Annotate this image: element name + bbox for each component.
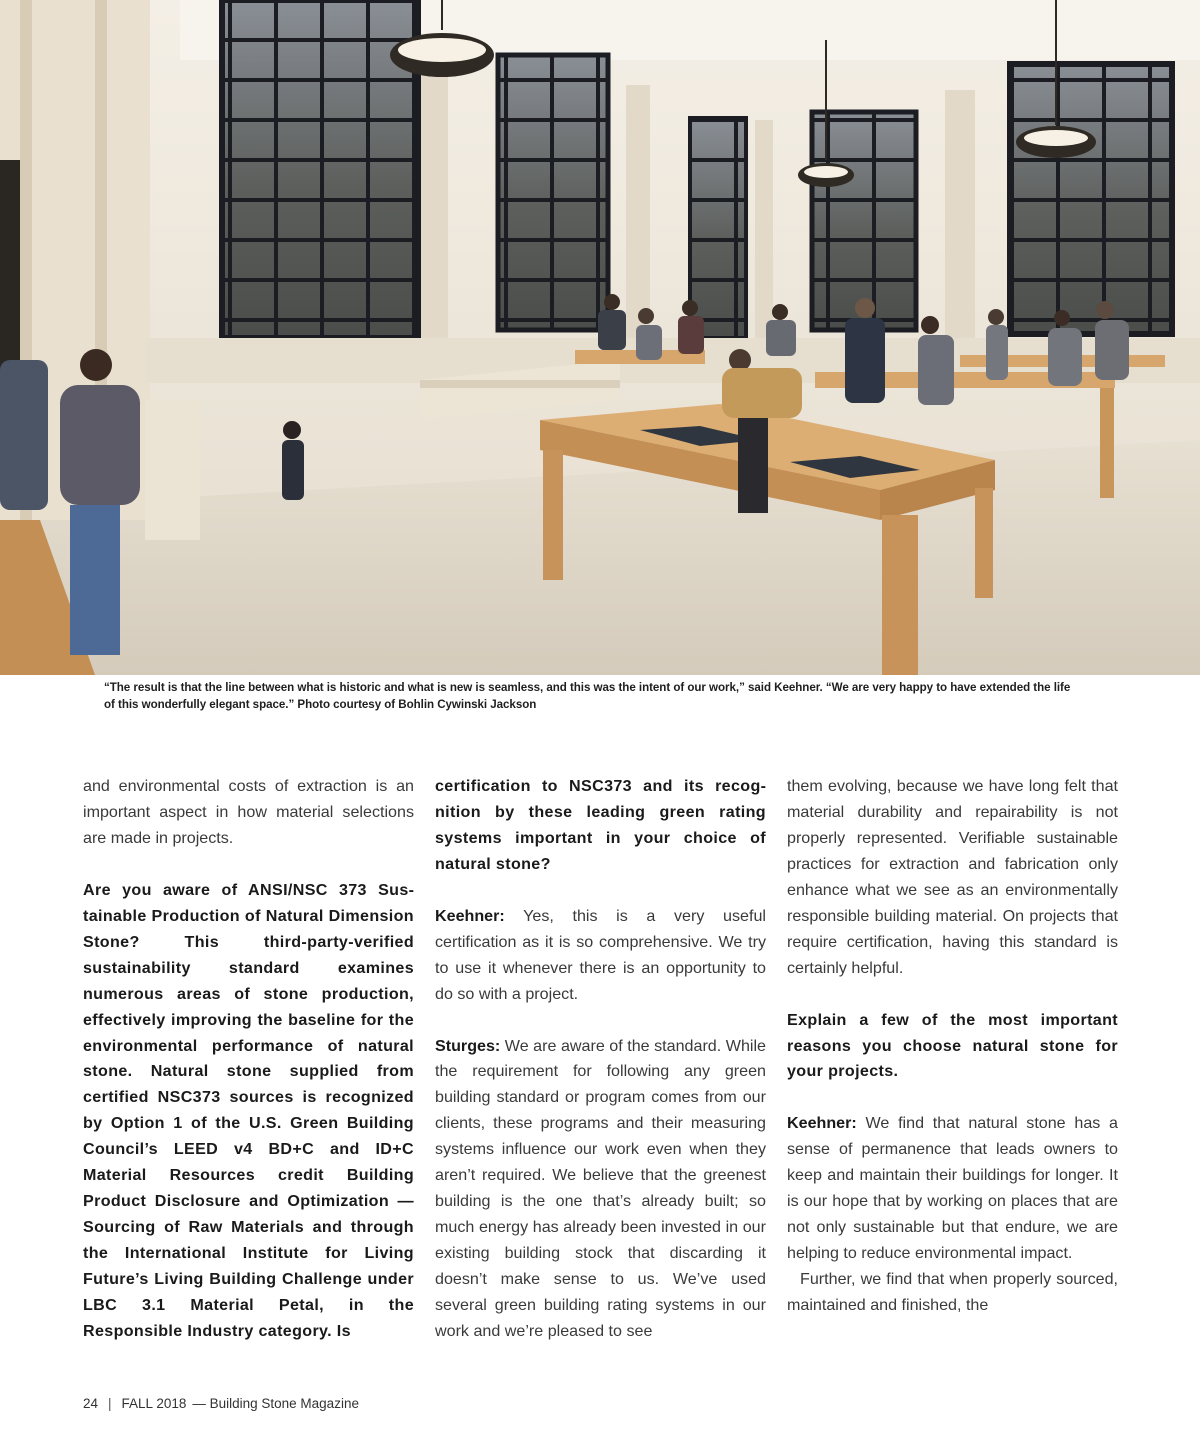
footer-separator: | xyxy=(108,1396,112,1411)
window xyxy=(498,55,608,330)
article-column-1 xyxy=(83,774,414,1345)
answer-text: We find that natural stone has a sense of permanence that leads owners to keep and maintain their buildings for longer. It is our hope that by working on places that are not only sustainable but that endure, we are helping to reduce environmental impact. xyxy=(787,1114,1118,1263)
issue-date: FALL 2018 xyxy=(121,1396,187,1411)
answer-paragraph: them evolving, because we have long felt that material durability and repairability is not properly represented. Verifiable sustainable practices for extraction and fabrication only enhance what we see as an environmentally responsible building material. On projects that require certification, having this standard is certainly helpful. xyxy=(787,777,1118,977)
speaker-name: Keehner: xyxy=(435,906,505,925)
hero-photo xyxy=(0,0,1200,675)
answer-text: Yes, this is a very useful certification as it is so comprehensive. We try to use it whenever there is an opportunity to do so with a project. xyxy=(435,906,766,1003)
answer-paragraph xyxy=(435,1034,766,1345)
speaker-name: Keehner: xyxy=(787,1114,857,1133)
answer-paragraph xyxy=(787,1111,1118,1267)
photo-caption: “The result is that the line between what is historic and what is new is seamless, and this was the intent of our work,” said Keehner. “We are very happy to have extended the life of this wonderfully elegant space.” Photo courtesy of Bohlin Cywinski Jackson xyxy=(104,681,1071,711)
answer-paragraph xyxy=(435,904,766,1008)
window xyxy=(222,0,418,338)
interview-question: Explain a few of the most important reasons you choose natural stone for your projects. xyxy=(787,1010,1118,1081)
paragraph: and environmental costs of extraction is an important aspect in how material selections are made in projects. xyxy=(83,777,414,847)
window xyxy=(812,112,916,330)
article-column-2 xyxy=(435,774,766,1345)
speaker-name: Sturges: xyxy=(435,1036,501,1055)
interview-question: certification to NSC373 and its recognition by these leading green rating systems important in your choice of natural stone? xyxy=(435,777,766,873)
answer-text: We are aware of the standard. While the requirement for following any green building standard or program comes from our clients, these programs and their measuring systems influence our work even when they aren’t required. We believe that the greenest building is the one that’s already built; so much energy has already been invested in our existing building stock that discarding it doesn’t make sense to us. We’ve used several green building rating systems in our work and we’re pleased to see xyxy=(435,1036,766,1340)
window xyxy=(1010,64,1172,334)
magazine-name: — Building Stone Magazine xyxy=(192,1396,359,1411)
answer-paragraph: Further, we find that when properly sourced, maintained and finished, the xyxy=(787,1270,1118,1315)
page-footer xyxy=(83,1396,359,1411)
article-column-3 xyxy=(787,774,1118,1319)
window xyxy=(690,118,746,338)
interview-question: Are you aware of ANSI/NSC 373 Sustainable Production of Natural Dimension Stone? This third-party-verified sustainability standard examines numerous areas of stone production, effectively improving the baseline for the environmental performance of natural stone. Natural stone supplied from certified NSC373 sources is recognized by Option 1 of the U.S. Green Building Council’s LEED v4 BD+C and ID+C Material Resources credit Building Product Disclosure and Optimization — Sourcing of Raw Materials and through the International Institute for Living Future’s Living Building Challenge under LBC 3.1 Material Petal, in the Responsible Industry category. Is xyxy=(83,880,414,1340)
page-number: 24 xyxy=(83,1396,99,1411)
